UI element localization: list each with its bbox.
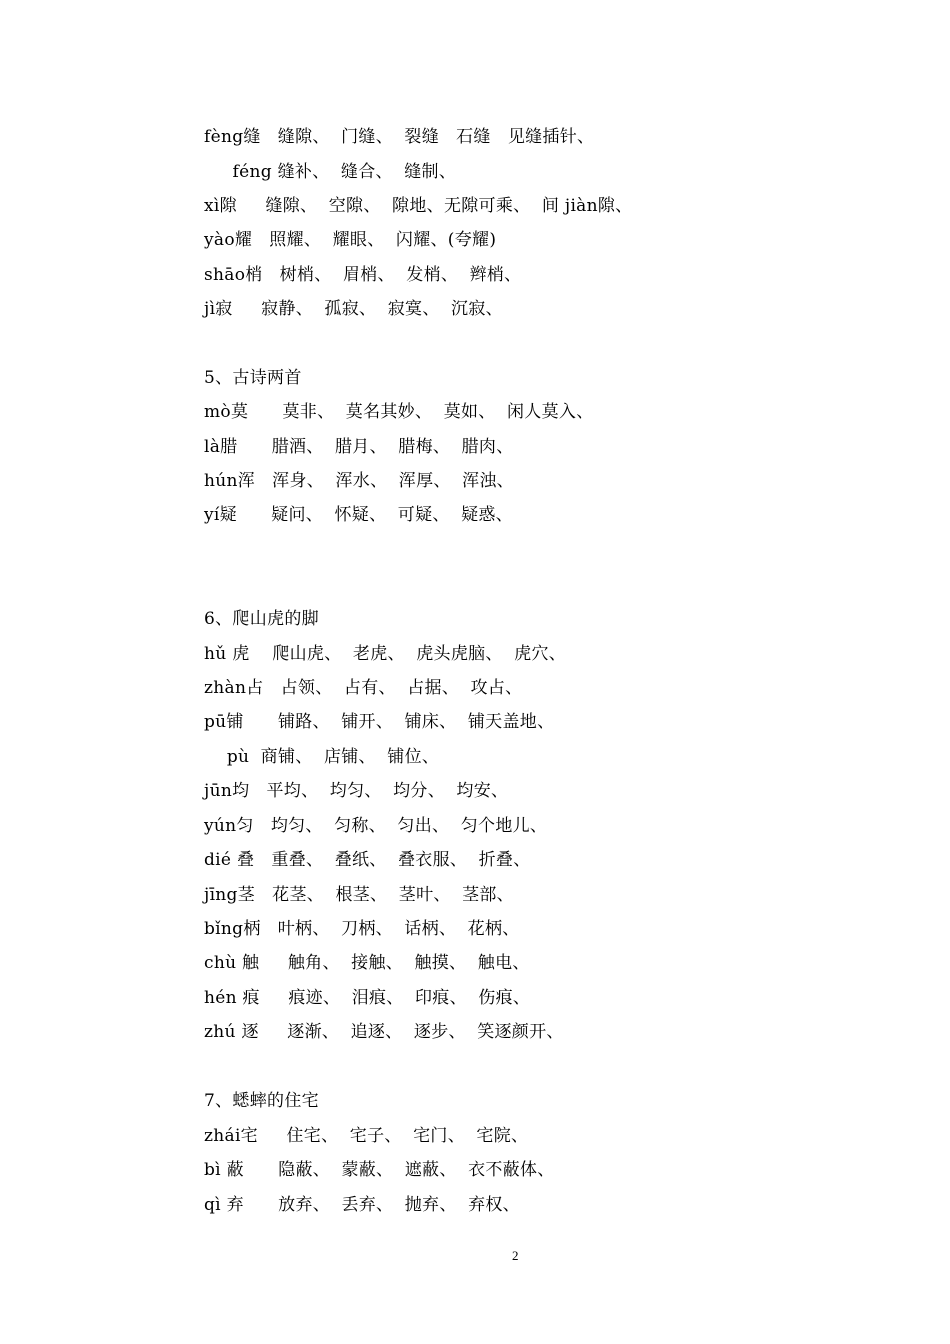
text-line: féng 缝补、 缝合、 缝制、 xyxy=(204,162,457,182)
text-line: zhú 逐 逐渐、 追逐、 逐步、 笑逐颜开、 xyxy=(204,1022,564,1042)
text-line: yào耀 照耀、 耀眼、 闪耀、(夸耀) xyxy=(204,230,497,250)
text-line: shāo梢 树梢、 眉梢、 发梢、 辫梢、 xyxy=(204,265,522,285)
section-heading: 6、爬山虎的脚 xyxy=(204,609,319,629)
text-line: pū铺 铺路、 铺开、 铺床、 铺天盖地、 xyxy=(204,712,555,732)
text-line: xì隙 缝隙、 空隙、 隙地、无隙可乘、 间 jiàn隙、 xyxy=(204,196,633,216)
text-line: hún浑 浑身、 浑水、 浑厚、 浑浊、 xyxy=(204,471,514,491)
text-line: hén 痕 痕迹、 泪痕、 印痕、 伤痕、 xyxy=(204,988,531,1008)
section-heading: 7、蟋蟀的住宅 xyxy=(204,1091,319,1111)
text-line: jì寂 寂静、 孤寂、 寂寞、 沉寂、 xyxy=(204,299,503,319)
text-line: yí疑 疑问、 怀疑、 可疑、 疑惑、 xyxy=(204,505,513,525)
text-line: zhái宅 住宅、 宅子、 宅门、 宅院、 xyxy=(204,1126,529,1146)
text-line: zhàn占 占领、 占有、 占据、 攻占、 xyxy=(204,678,523,698)
page-number: 2 xyxy=(512,1248,519,1263)
text-line: jūn均 平均、 均匀、 均分、 均安、 xyxy=(204,781,509,801)
text-line: fèng缝 缝隙、 门缝、 裂缝 石缝 见缝插针、 xyxy=(204,127,595,147)
text-line: mò莫 莫非、 莫名其妙、 莫如、 闲人莫入、 xyxy=(204,402,594,422)
text-line: pù 商铺、 店铺、 铺位、 xyxy=(204,747,440,767)
text-line: chù 触 触角、 接触、 触摸、 触电、 xyxy=(204,953,530,973)
text-line: bǐng柄 叶柄、 刀柄、 话柄、 花柄、 xyxy=(204,919,520,939)
text-line: hǔ 虎 爬山虎、 老虎、 虎头虎脑、 虎穴、 xyxy=(204,644,567,664)
text-line: là腊 腊酒、 腊月、 腊梅、 腊肉、 xyxy=(204,437,514,457)
text-line: jīng茎 花茎、 根茎、 茎叶、 茎部、 xyxy=(204,885,514,905)
section-heading: 5、古诗两首 xyxy=(204,368,302,388)
text-line: dié 叠 重叠、 叠纸、 叠衣服、 折叠、 xyxy=(204,850,531,870)
text-line: bì 蔽 隐蔽、 蒙蔽、 遮蔽、 衣不蔽体、 xyxy=(204,1160,555,1180)
text-line: yún匀 均匀、 匀称、 匀出、 匀个地儿、 xyxy=(204,816,548,836)
text-line: qì 弃 放弃、 丢弃、 抛弃、 弃权、 xyxy=(204,1195,520,1215)
